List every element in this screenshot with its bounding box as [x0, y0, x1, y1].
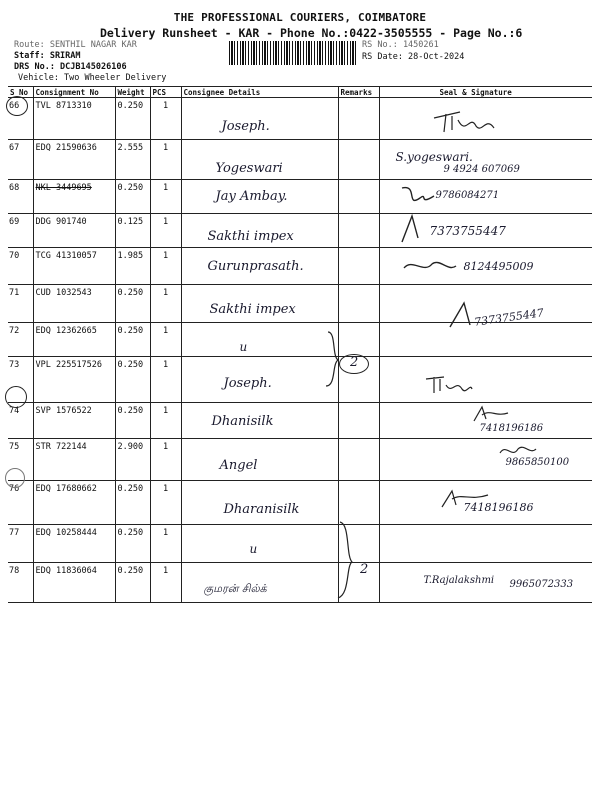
table-row — [8, 563, 592, 603]
col-pcs: PCS — [150, 87, 181, 98]
consignee-name: Angel — [219, 458, 258, 473]
weight: 0.250 — [115, 403, 150, 439]
signature-text: S.yogeswari. — [395, 150, 473, 164]
consignment-no: NKL 3449695 — [33, 180, 115, 214]
consignment-no: EDQ 11836064 — [33, 563, 115, 603]
pcs: 1 — [150, 140, 181, 180]
pcs: 1 — [150, 214, 181, 248]
signature-phone: 9865850100 — [505, 457, 570, 468]
sno: 66 — [8, 98, 33, 140]
sno: 74 — [8, 403, 33, 439]
document-title: THE PROFESSIONAL COURIERS, COIMBATORE — [173, 11, 427, 24]
table-row — [8, 323, 592, 357]
table-row — [8, 98, 592, 140]
sno: 72 — [8, 323, 33, 357]
table-row — [8, 214, 592, 248]
weight: 0.250 — [115, 481, 150, 525]
weight: 1.985 — [115, 248, 150, 285]
consignee-name: Gurunprasath. — [207, 259, 304, 274]
signature-phone: 7373755447 — [429, 224, 506, 238]
sno-circle — [6, 96, 28, 116]
pcs: 1 — [150, 525, 181, 563]
sno-circle — [5, 468, 25, 488]
sno: 78 — [8, 563, 33, 603]
weight: 2.900 — [115, 439, 150, 481]
signature-mark — [398, 182, 438, 210]
pcs: 1 — [150, 323, 181, 357]
signature-phone: 9786084271 — [435, 190, 500, 201]
table-row — [8, 180, 592, 214]
col-consignee: Consignee Details — [181, 87, 338, 98]
signature-mark — [472, 405, 512, 423]
signature-mark — [398, 214, 428, 244]
document-subtitle: Delivery Runsheet - KAR - Phone No.:0422-3505555 - Page No.:6 — [100, 26, 523, 40]
weight: 0.250 — [115, 357, 150, 403]
staff-label: Staff: SRIRAM — [14, 51, 81, 61]
table-row — [8, 248, 592, 285]
consignee-name: Yogeswari — [215, 161, 283, 176]
weight: 0.250 — [115, 563, 150, 603]
consignment-no: EDQ 21590636 — [33, 140, 115, 180]
remarks-group-b: 2 — [360, 562, 369, 577]
sno: 70 — [8, 248, 33, 285]
weight: 0.125 — [115, 214, 150, 248]
table-row — [8, 357, 592, 403]
pcs: 1 — [150, 481, 181, 525]
pcs: 1 — [150, 180, 181, 214]
runsheet-table — [8, 86, 592, 603]
rs-number: RS No.: 1450261 — [362, 40, 439, 50]
pcs: 1 — [150, 248, 181, 285]
consignee-name: Joseph. — [221, 119, 270, 134]
signature-phone: 7418196186 — [463, 501, 534, 514]
barcode — [229, 41, 357, 65]
col-sno: S No — [8, 87, 33, 98]
drs-label: DRS No.: DCJB145026106 — [14, 62, 127, 72]
weight: 0.250 — [115, 180, 150, 214]
sno: 67 — [8, 140, 33, 180]
consignee-name: Dharanisilk — [223, 502, 300, 517]
pcs: 1 — [150, 357, 181, 403]
pcs: 1 — [150, 285, 181, 323]
col-signature: Seal & Signature — [379, 87, 592, 98]
signature-phone: 7373755447 — [472, 306, 545, 329]
signature-phone: 7418196186 — [479, 423, 544, 434]
table-row — [8, 285, 592, 323]
signature-text: T.Rajalakshmi — [423, 575, 495, 586]
col-consignment: Consignment No — [33, 87, 115, 98]
col-remarks: Remarks — [338, 87, 379, 98]
consignment-no: EDQ 12362665 — [33, 323, 115, 357]
consignment-no: TCG 41310057 — [33, 248, 115, 285]
sno: 77 — [8, 525, 33, 563]
consignment-no: CUD 1032543 — [33, 285, 115, 323]
consignee-name: குமரன் சில்க் — [203, 582, 267, 595]
col-weight: Weight — [115, 87, 150, 98]
sno: 68 — [8, 180, 33, 214]
weight: 0.250 — [115, 98, 150, 140]
signature-mark — [402, 256, 458, 276]
weight: 0.250 — [115, 525, 150, 563]
signature-mark — [424, 373, 474, 395]
consignment-no: EDQ 10258444 — [33, 525, 115, 563]
consignee-ditto: u — [249, 542, 258, 556]
consignment-no: EDQ 17680662 — [33, 481, 115, 525]
consignee-name: Sakthi impex — [207, 229, 294, 244]
table-row — [8, 439, 592, 481]
sno: 69 — [8, 214, 33, 248]
pcs: 1 — [150, 563, 181, 603]
signature-phone: 9965072333 — [509, 579, 574, 590]
sno: 75 — [8, 439, 33, 481]
sno: 71 — [8, 285, 33, 323]
sno: 76 — [8, 481, 33, 525]
consignee-ditto: u — [239, 340, 248, 354]
signature-mark — [430, 106, 500, 134]
weight: 0.250 — [115, 285, 150, 323]
consignment-no: DDG 901740 — [33, 214, 115, 248]
route-label: Route: SENTHIL NAGAR KAR — [14, 40, 137, 50]
consignment-no: TVL 8713310 — [33, 98, 115, 140]
consignee-name: Joseph. — [223, 376, 272, 391]
rs-date: RS Date: 28-Oct-2024 — [362, 52, 465, 62]
weight: 2.555 — [115, 140, 150, 180]
table-header-row — [8, 87, 592, 98]
group-bracket-b — [336, 520, 362, 600]
consignment-no: SVP 1576522 — [33, 403, 115, 439]
remarks-group-a: 2 — [350, 355, 359, 370]
signature-phone: 8124495009 — [463, 260, 534, 273]
table-row — [8, 525, 592, 563]
consignment-no: VPL 225517526 — [33, 357, 115, 403]
weight: 0.250 — [115, 323, 150, 357]
signature-phone: 9 4924 607069 — [443, 164, 520, 175]
pcs: 1 — [150, 403, 181, 439]
table-row — [8, 481, 592, 525]
pcs: 1 — [150, 98, 181, 140]
vehicle-label: Vehicle: Two Wheeler Delivery — [18, 73, 167, 83]
sno-circle — [5, 386, 27, 408]
consignee-name: Sakthi impex — [209, 302, 296, 317]
pcs: 1 — [150, 439, 181, 481]
consignee-name: Dhanisilk — [211, 414, 274, 429]
table-row — [8, 140, 592, 180]
sno: 73 — [8, 357, 33, 403]
table-row — [8, 403, 592, 439]
consignee-name: Jay Ambay. — [215, 189, 288, 204]
consignment-no: STR 722144 — [33, 439, 115, 481]
